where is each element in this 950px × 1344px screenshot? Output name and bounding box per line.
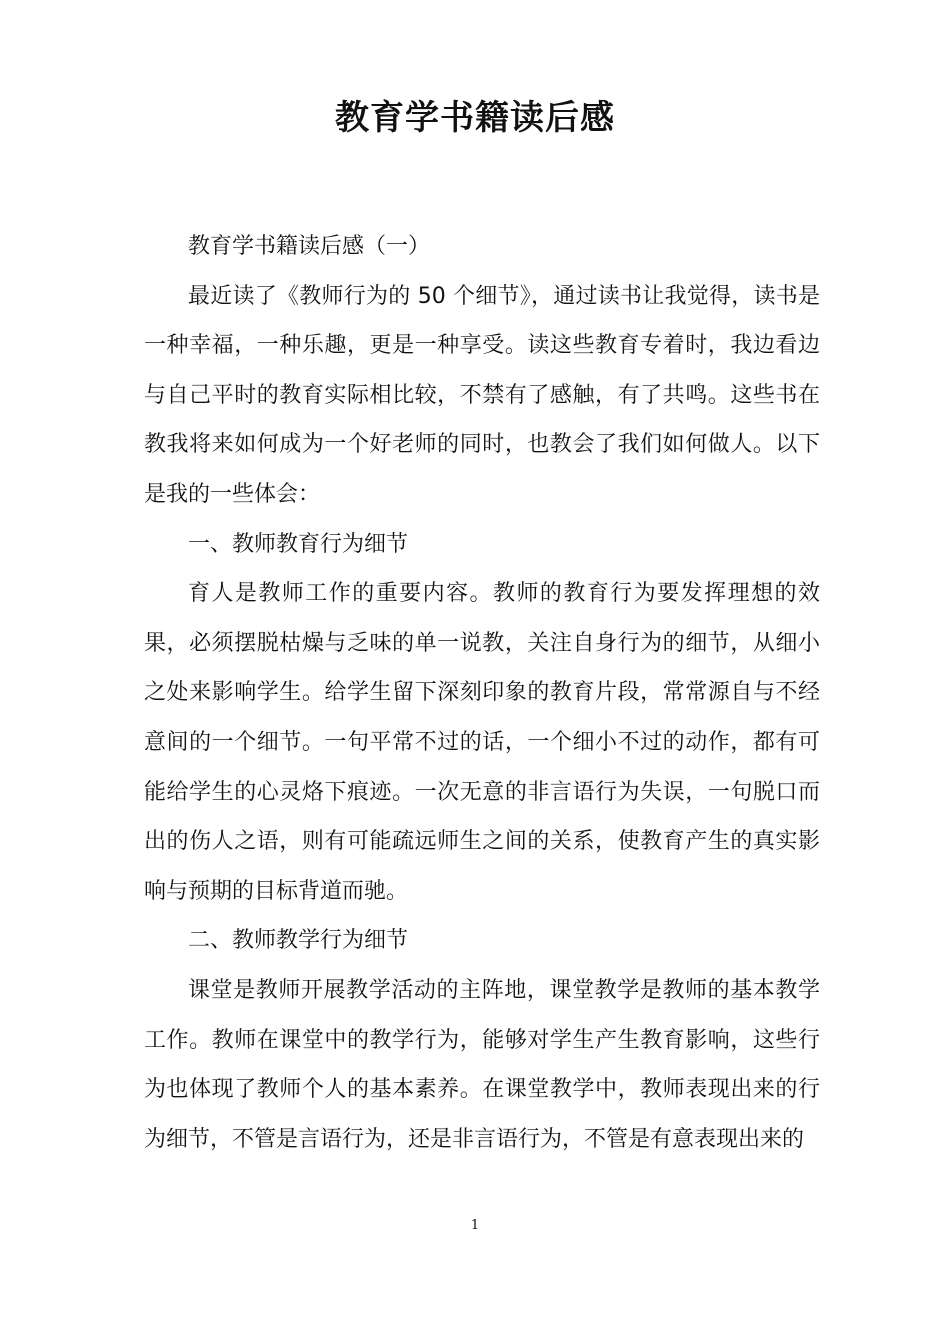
body-paragraph: 最近读了《教师行为的 50 个细节》，通过读书让我觉得，读书是一种幸福，一种乐趣，更是一种享受。读这些教育专着时，我边看边与自己平时的教育实际相比较，不禁有了感触，有了共鸣。这些书在教我将来如何成为一个好老师的同时，也教会了我们如何做人。以下是我的一些体会：: [144, 283, 820, 507]
section-heading: 教育学书籍读后感（一）: [188, 234, 431, 259]
document-title: 教育学书籍读后感: [335, 98, 615, 138]
page-number: 1: [470, 1218, 480, 1233]
section-heading: 一、教师教育行为细节: [188, 531, 409, 557]
body-paragraph: 育人是教师工作的重要内容。教师的教育行为要发挥理想的效果，必须摆脱枯燥与乏味的单一说教，关注自身行为的细节，从细小之处来影响学生。给学生留下深刻印象的教育片段，常常源自与不经意间的一个细节。一句平常不过的话，一个细小不过的动作，都有可能给学生的心灵烙下痕迹。一次无意的非言语行为失误，一句脱口而出的伤人之语，则有可能疏远师生之间的关系，使教育产生的真实影响与预期的目标背道而驰。: [144, 581, 820, 904]
body-paragraph: 课堂是教师开展教学活动的主阵地，课堂教学是教师的基本教学工作。教师在课堂中的教学行为，能够对学生产生教育影响，这些行为也体现了教师个人的基本素养。在课堂教学中，教师表现出来的行为细节，不管是言语行为，还是非言语行为，不管是有意表现出来的: [144, 977, 820, 1152]
section-heading: 二、教师教学行为细节: [188, 928, 409, 954]
document-body: [144, 222, 820, 1164]
